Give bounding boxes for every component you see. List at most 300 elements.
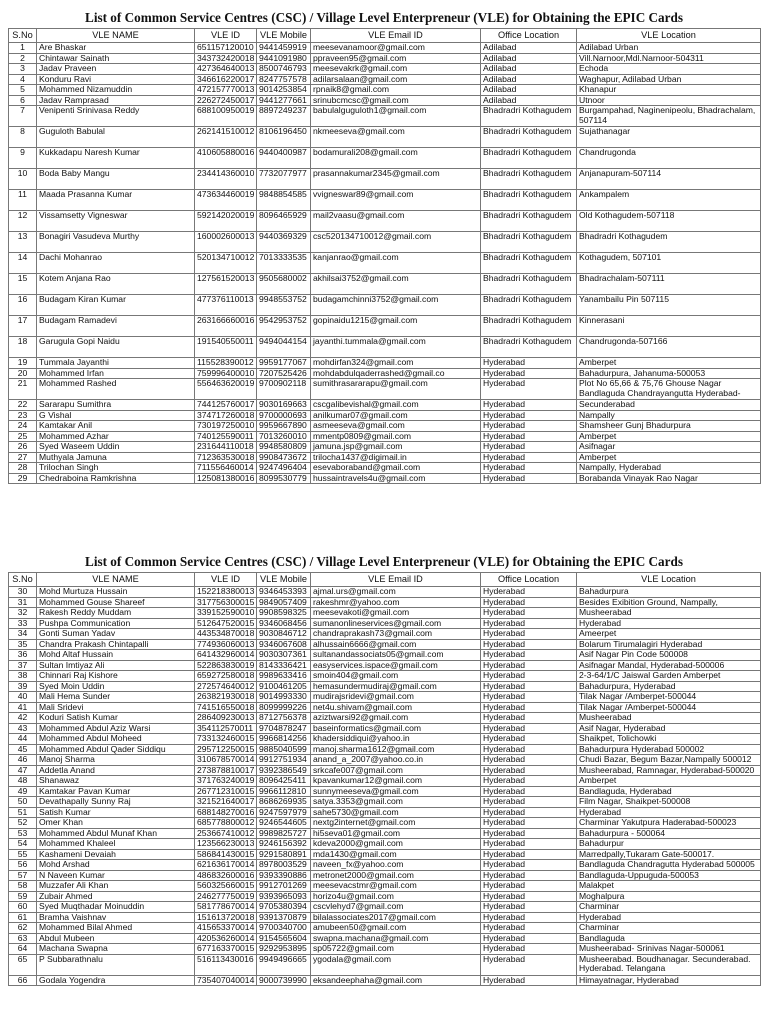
cell-vle-name: Bonagiri Vasudeva Murthy <box>37 232 195 253</box>
cell-vle-email: sp05722@gmail.com <box>311 944 481 955</box>
cell-vle-name: Venipenti Srinivasa Reddy <box>37 106 195 127</box>
cell-sno: 31 <box>9 597 37 608</box>
cell-vle-email: budagamchinni3752@gmail.com <box>311 295 481 316</box>
table-row <box>9 860 761 871</box>
cell-vle-email: ppraveen95@gmail.com <box>311 53 481 64</box>
cell-sno: 25 <box>9 431 37 442</box>
cell-office-location: Bhadradri Kothagudem <box>481 316 577 337</box>
cell-sno: 17 <box>9 316 37 337</box>
cell-vle-location: Waghapur, Adilabad Urban <box>577 74 761 85</box>
table-row <box>9 849 761 860</box>
cell-vle-email: mda1430@gmail.com <box>311 849 481 860</box>
cell-vle-email: anilkumar07@gmail.com <box>311 410 481 421</box>
cell-vle-mobile: 8099999226 <box>257 702 311 713</box>
cell-office-location: Bhadradri Kothagudem <box>481 274 577 295</box>
cell-vle-mobile: 9705380394 <box>257 902 311 913</box>
table-row <box>9 295 761 316</box>
table-row <box>9 912 761 923</box>
cell-vle-name: Kashameni Devaiah <box>37 849 195 860</box>
cell-vle-id: 621636170014 <box>195 860 257 871</box>
cell-vle-location: Bandlaguda Chandragutta Hyderabad 500005 <box>577 860 761 871</box>
cell-vle-mobile: 9441277661 <box>257 95 311 106</box>
cell-vle-name: Chintawar Sainath <box>37 53 195 64</box>
cell-vle-location: Nampally, Hyderabad <box>577 463 761 474</box>
cell-vle-email: mohdabdulqaderrashed@gmail.co <box>311 368 481 379</box>
cell-vle-mobile: 9291580891 <box>257 849 311 860</box>
cell-vle-mobile: 9247496404 <box>257 463 311 474</box>
cell-sno: 7 <box>9 106 37 127</box>
cell-vle-location: Charminar <box>577 902 761 913</box>
cell-office-location: Hyderabad <box>481 923 577 934</box>
cell-vle-mobile: 8143336421 <box>257 660 311 671</box>
table-row <box>9 629 761 640</box>
cell-vle-id: 272574640012 <box>195 681 257 692</box>
cell-vle-name: Manoj Sharma <box>37 755 195 766</box>
cell-vle-name: Devathapally Sunny Raj <box>37 797 195 808</box>
cell-sno: 33 <box>9 618 37 629</box>
page-1 <box>8 8 760 484</box>
cell-vle-name: Satish Kumar <box>37 807 195 818</box>
cell-vle-id: 486832600016 <box>195 870 257 881</box>
cell-vle-location: Bahadurpura <box>577 587 761 598</box>
cell-vle-id: 152218380013 <box>195 587 257 598</box>
table-row <box>9 818 761 829</box>
cell-sno: 51 <box>9 807 37 818</box>
cell-vle-location: Hyderabad <box>577 618 761 629</box>
cell-sno: 16 <box>9 295 37 316</box>
cell-vle-name: Machana Swapna <box>37 944 195 955</box>
vle-table <box>8 572 761 986</box>
cell-vle-name: Pushpa Communication <box>37 618 195 629</box>
cell-vle-id: 267712310015 <box>195 786 257 797</box>
cell-sno: 4 <box>9 74 37 85</box>
cell-vle-name: Mohammed Khaleel <box>37 839 195 850</box>
cell-vle-location: Old Kothagudem-507118 <box>577 211 761 232</box>
cell-vle-mobile: 9912701269 <box>257 881 311 892</box>
cell-vle-email: sultanandassociats05@gmail.com <box>311 650 481 661</box>
cell-sno: 5 <box>9 85 37 96</box>
cell-vle-id: 688100950019 <box>195 106 257 127</box>
cell-vle-id: 226272450017 <box>195 95 257 106</box>
cell-vle-location: Secunderabad <box>577 400 761 411</box>
header-office-location: Office Location <box>481 29 577 43</box>
cell-vle-name: Maada Prasanna Kumar <box>37 190 195 211</box>
header-sno: S.No <box>9 29 37 43</box>
cell-office-location: Hyderabad <box>481 660 577 671</box>
cell-sno: 15 <box>9 274 37 295</box>
cell-office-location: Bhadradri Kothagudem <box>481 232 577 253</box>
cell-office-location: Hyderabad <box>481 755 577 766</box>
cell-vle-mobile: 9704878247 <box>257 723 311 734</box>
cell-sno: 10 <box>9 169 37 190</box>
cell-sno: 63 <box>9 933 37 944</box>
cell-vle-location: Bahadurpura, Jahanuma-500053 <box>577 368 761 379</box>
cell-vle-email: khadersiddiqui@yahoo.in <box>311 734 481 745</box>
table-row <box>9 944 761 955</box>
cell-vle-id: 253667410012 <box>195 828 257 839</box>
table-row <box>9 807 761 818</box>
cell-vle-email: jayanthi.tummala@gmail.com <box>311 337 481 358</box>
cell-vle-id: 263821930018 <box>195 692 257 703</box>
cell-vle-id: 522863830019 <box>195 660 257 671</box>
cell-vle-name: Syed Muqthadar Moinuddin <box>37 902 195 913</box>
cell-vle-email: swapna.machana@gmail.com <box>311 933 481 944</box>
cell-vle-mobile: 8712756378 <box>257 713 311 724</box>
cell-office-location: Hyderabad <box>481 860 577 871</box>
cell-vle-email: mmentp0809@gmail.com <box>311 431 481 442</box>
table-row <box>9 755 761 766</box>
cell-vle-id: 740125590011 <box>195 431 257 442</box>
table-row <box>9 639 761 650</box>
cell-office-location: Hyderabad <box>481 463 577 474</box>
cell-office-location: Hyderabad <box>481 954 577 975</box>
cell-vle-id: 262141510012 <box>195 127 257 148</box>
cell-vle-name: Chedraboina Ramkrishna <box>37 473 195 484</box>
cell-office-location: Adilabad <box>481 74 577 85</box>
cell-vle-email: sumithrasararapu@gmail.com <box>311 379 481 400</box>
cell-vle-location: Shamsheer Gunj Bhadurpura <box>577 421 761 432</box>
cell-vle-mobile: 9000739990 <box>257 975 311 986</box>
cell-vle-email: nextg2internet@gmail.com <box>311 818 481 829</box>
cell-sno: 34 <box>9 629 37 640</box>
table-row <box>9 839 761 850</box>
cell-vle-email: kdeva2000@gmail.com <box>311 839 481 850</box>
cell-vle-mobile: 9908598325 <box>257 608 311 619</box>
cell-office-location: Hyderabad <box>481 639 577 650</box>
cell-vle-email: sunnymeeseva@gmail.com <box>311 786 481 797</box>
cell-sno: 52 <box>9 818 37 829</box>
cell-vle-location: Bahadurpura - 500064 <box>577 828 761 839</box>
cell-vle-location: Bandlaguda, Hyderabad <box>577 786 761 797</box>
cell-vle-location: Musheerabad- Srinivas Nagar-500061 <box>577 944 761 955</box>
cell-vle-name: Muzzafer Ali Khan <box>37 881 195 892</box>
cell-vle-id: 520134710012 <box>195 253 257 274</box>
cell-vle-location: Kothagudem, 507101 <box>577 253 761 274</box>
table-row <box>9 211 761 232</box>
cell-vle-email: satya.3353@gmail.com <box>311 797 481 808</box>
cell-vle-mobile: 9014253854 <box>257 85 311 96</box>
cell-vle-id: 354112570011 <box>195 723 257 734</box>
cell-sno: 3 <box>9 64 37 75</box>
cell-office-location: Hyderabad <box>481 912 577 923</box>
cell-vle-mobile: 7013333535 <box>257 253 311 274</box>
cell-vle-email: jamuna.jsp@gmail.com <box>311 442 481 453</box>
cell-vle-mobile: 9246156392 <box>257 839 311 850</box>
cell-office-location: Hyderabad <box>481 650 577 661</box>
table-row <box>9 74 761 85</box>
cell-vle-location: Chudi Bazar, Begum Bazar,Nampally 500012 <box>577 755 761 766</box>
cell-vle-location: Asifnagar Mandal, Hyderabad-500006 <box>577 660 761 671</box>
cell-vle-location: Anjanapuram-507114 <box>577 169 761 190</box>
cell-vle-email: esevaboraband@gmail.com <box>311 463 481 474</box>
cell-vle-mobile: 8106196450 <box>257 127 311 148</box>
cell-vle-location: Khanapur <box>577 85 761 96</box>
cell-vle-name: Boda Baby Mangu <box>37 169 195 190</box>
cell-vle-id: 339152590010 <box>195 608 257 619</box>
table-header-row <box>9 573 761 587</box>
cell-vle-id: 317756300015 <box>195 597 257 608</box>
cell-vle-location: Asif Nagar, Hyderabad <box>577 723 761 734</box>
table-row <box>9 148 761 169</box>
cell-vle-name: Mohd Altaf Hussain <box>37 650 195 661</box>
cell-vle-id: 115528390012 <box>195 358 257 369</box>
cell-vle-name: Mohammed Abdul Aziz Warsi <box>37 723 195 734</box>
cell-vle-id: 125081380016 <box>195 473 257 484</box>
cell-vle-mobile: 9505680002 <box>257 274 311 295</box>
cell-vle-name: Addetla Anand <box>37 765 195 776</box>
cell-vle-location: Charminar Yakutpura Haderabad-500023 <box>577 818 761 829</box>
cell-vle-mobile: 9346068456 <box>257 618 311 629</box>
cell-vle-mobile: 8978003529 <box>257 860 311 871</box>
cell-vle-id: 415653370014 <box>195 923 257 934</box>
cell-vle-name: Vissamsetty Vigneswar <box>37 211 195 232</box>
cell-vle-location: Sujathanagar <box>577 127 761 148</box>
cell-vle-email: bilalassociates2017@gmail.com <box>311 912 481 923</box>
cell-office-location: Hyderabad <box>481 975 577 986</box>
cell-sno: 48 <box>9 776 37 787</box>
table-row <box>9 681 761 692</box>
cell-vle-id: 581778670014 <box>195 902 257 913</box>
cell-sno: 37 <box>9 660 37 671</box>
cell-sno: 1 <box>9 43 37 54</box>
cell-vle-location: Besides Exibition Ground, Nampally, <box>577 597 761 608</box>
cell-vle-id: 286409230013 <box>195 713 257 724</box>
cell-vle-mobile: 8247757578 <box>257 74 311 85</box>
cell-vle-name: Mohammed Nizamuddin <box>37 85 195 96</box>
cell-vle-location: Asif Nagar Pin Code 500008 <box>577 650 761 661</box>
cell-vle-email: hi5seva01@gmail.com <box>311 828 481 839</box>
cell-office-location: Adilabad <box>481 53 577 64</box>
cell-vle-id: 735407040014 <box>195 975 257 986</box>
table-row <box>9 723 761 734</box>
table-row <box>9 421 761 432</box>
cell-sno: 60 <box>9 902 37 913</box>
cell-vle-mobile: 9989633416 <box>257 671 311 682</box>
cell-vle-mobile: 8099530779 <box>257 473 311 484</box>
cell-vle-name: Mali Sridevi <box>37 702 195 713</box>
cell-office-location: Hyderabad <box>481 692 577 703</box>
cell-vle-name: Mali Hema Sunder <box>37 692 195 703</box>
cell-vle-email: smoin404@gmail.com <box>311 671 481 682</box>
cell-vle-email: ajmal.urs@gmail.com <box>311 587 481 598</box>
table-row <box>9 358 761 369</box>
cell-office-location: Hyderabad <box>481 828 577 839</box>
cell-sno: 62 <box>9 923 37 934</box>
cell-vle-id: 712363530018 <box>195 452 257 463</box>
cell-vle-location: Burgampahad, Naginenipeolu, Bhadrachalam, 507114 <box>577 106 761 127</box>
cell-vle-id: 160002600013 <box>195 232 257 253</box>
table-row <box>9 776 761 787</box>
table-row <box>9 452 761 463</box>
header-vle-email: VLE Email ID <box>311 573 481 587</box>
cell-vle-id: 473634460019 <box>195 190 257 211</box>
cell-vle-id: 310678570014 <box>195 755 257 766</box>
cell-office-location: Bhadradri Kothagudem <box>481 148 577 169</box>
table-row <box>9 337 761 358</box>
cell-sno: 50 <box>9 797 37 808</box>
cell-office-location: Hyderabad <box>481 807 577 818</box>
cell-vle-mobile: 9700902118 <box>257 379 311 400</box>
cell-sno: 41 <box>9 702 37 713</box>
cell-vle-id: 592142020019 <box>195 211 257 232</box>
cell-sno: 43 <box>9 723 37 734</box>
table-row <box>9 702 761 713</box>
cell-vle-location: Bahadurpura, Hyderabad <box>577 681 761 692</box>
cell-vle-id: 472157770013 <box>195 85 257 96</box>
cell-vle-name: N Naveen Kumar <box>37 870 195 881</box>
cell-vle-name: Tummala Jayanthi <box>37 358 195 369</box>
table-row <box>9 734 761 745</box>
cell-vle-id: 659272580018 <box>195 671 257 682</box>
cell-vle-email: nkmeeseva@gmail.com <box>311 127 481 148</box>
cell-sno: 21 <box>9 379 37 400</box>
cell-office-location: Hyderabad <box>481 608 577 619</box>
cell-vle-mobile: 9948580809 <box>257 442 311 453</box>
cell-vle-location: Shaikpet, Tolichowki <box>577 734 761 745</box>
cell-vle-location: Bahadurpura Hyderabad 500002 <box>577 744 761 755</box>
cell-vle-id: 123566230013 <box>195 839 257 850</box>
header-sno: S.No <box>9 573 37 587</box>
cell-vle-name: Mohd Arshad <box>37 860 195 871</box>
cell-sno: 47 <box>9 765 37 776</box>
cell-vle-location: Musheerabad <box>577 608 761 619</box>
cell-vle-name: Koduri Satish Kumar <box>37 713 195 724</box>
cell-vle-mobile: 9912751934 <box>257 755 311 766</box>
cell-vle-mobile: 9959667890 <box>257 421 311 432</box>
cell-sno: 66 <box>9 975 37 986</box>
cell-office-location: Hyderabad <box>481 629 577 640</box>
header-vle-email: VLE Email ID <box>311 29 481 43</box>
cell-vle-id: 641432960014 <box>195 650 257 661</box>
table-row <box>9 881 761 892</box>
cell-sno: 61 <box>9 912 37 923</box>
cell-vle-email: net4u.shivam@gmail.com <box>311 702 481 713</box>
cell-vle-mobile: 9908473672 <box>257 452 311 463</box>
cell-vle-mobile: 9391370879 <box>257 912 311 923</box>
table-row <box>9 400 761 411</box>
cell-vle-name: Mohammed Abdul Qader Siddiqu <box>37 744 195 755</box>
table-row <box>9 53 761 64</box>
cell-vle-id: 410605880016 <box>195 148 257 169</box>
cell-office-location: Bhadradri Kothagudem <box>481 190 577 211</box>
cell-vle-id: 759996400010 <box>195 368 257 379</box>
header-vle-id: VLE ID <box>195 573 257 587</box>
cell-vle-location: Vill.Narnoor,Mdl.Narnoor-504311 <box>577 53 761 64</box>
cell-vle-mobile: 9292953895 <box>257 944 311 955</box>
cell-office-location: Hyderabad <box>481 671 577 682</box>
table-row <box>9 316 761 337</box>
cell-vle-id: 512647520015 <box>195 618 257 629</box>
table-row <box>9 410 761 421</box>
cell-vle-name: Budagam Kiran Kumar <box>37 295 195 316</box>
table-row <box>9 431 761 442</box>
cell-office-location: Hyderabad <box>481 618 577 629</box>
cell-vle-location: Bhadradri Kothagudem <box>577 232 761 253</box>
cell-sno: 44 <box>9 734 37 745</box>
cell-office-location: Hyderabad <box>481 452 577 463</box>
cell-vle-location: Bolarum Tirumalagiri Hyderabad <box>577 639 761 650</box>
cell-vle-location: Nampally <box>577 410 761 421</box>
cell-sno: 27 <box>9 452 37 463</box>
cell-vle-mobile: 9393965093 <box>257 891 311 902</box>
cell-sno: 64 <box>9 944 37 955</box>
cell-vle-id: 560325660015 <box>195 881 257 892</box>
header-vle-id: VLE ID <box>195 29 257 43</box>
cell-office-location: Hyderabad <box>481 797 577 808</box>
cell-office-location: Hyderabad <box>481 786 577 797</box>
cell-vle-mobile: 9246544605 <box>257 818 311 829</box>
cell-vle-name: Rakesh Reddy Muddam <box>37 608 195 619</box>
cell-vle-mobile: 7013260010 <box>257 431 311 442</box>
cell-vle-location: Utnoor <box>577 95 761 106</box>
cell-vle-id: 321521640017 <box>195 797 257 808</box>
cell-office-location: Hyderabad <box>481 410 577 421</box>
cell-vle-email: alhussain6666@gmail.com <box>311 639 481 650</box>
cell-vle-mobile: 9247597979 <box>257 807 311 818</box>
cell-office-location: Hyderabad <box>481 431 577 442</box>
cell-vle-location: Hyderabad <box>577 807 761 818</box>
cell-vle-location: Kinnerasani <box>577 316 761 337</box>
cell-office-location: Hyderabad <box>481 587 577 598</box>
cell-sno: 59 <box>9 891 37 902</box>
cell-vle-mobile: 9030846712 <box>257 629 311 640</box>
cell-vle-location: Yanambailu Pin 507115 <box>577 295 761 316</box>
table-row <box>9 43 761 54</box>
table-row <box>9 106 761 127</box>
cell-vle-mobile: 9949496665 <box>257 954 311 975</box>
vle-table <box>8 28 761 484</box>
cell-vle-name: Mohammed Irfan <box>37 368 195 379</box>
cell-vle-email: ygodala@gmail.com <box>311 954 481 975</box>
cell-sno: 42 <box>9 713 37 724</box>
table-row <box>9 954 761 975</box>
cell-vle-mobile: 8096465929 <box>257 211 311 232</box>
cell-sno: 11 <box>9 190 37 211</box>
cell-vle-location: Bhadrachalam-507111 <box>577 274 761 295</box>
cell-vle-location: Bandlaguda-Uppuguda-500053 <box>577 870 761 881</box>
cell-sno: 53 <box>9 828 37 839</box>
cell-vle-email: srkcafe007@gmail.com <box>311 765 481 776</box>
cell-vle-email: babulalguguloth1@gmail.com <box>311 106 481 127</box>
cell-vle-id: 346616220017 <box>195 74 257 85</box>
cell-sno: 14 <box>9 253 37 274</box>
table-row <box>9 713 761 724</box>
cell-vle-name: Kukkadapu Naresh Kumar <box>37 148 195 169</box>
cell-sno: 23 <box>9 410 37 421</box>
cell-vle-name: Kamtakar Pavan Kumar <box>37 786 195 797</box>
cell-vle-name: Mohammed Abdul Munaf Khan <box>37 828 195 839</box>
cell-office-location: Hyderabad <box>481 400 577 411</box>
cell-vle-name: Mohammed Azhar <box>37 431 195 442</box>
cell-vle-location: Musheerabad <box>577 713 761 724</box>
cell-vle-location: Borabanda Vinayak Rao Nagar <box>577 473 761 484</box>
cell-sno: 19 <box>9 358 37 369</box>
cell-vle-id: 744125760017 <box>195 400 257 411</box>
cell-vle-id: 516113430016 <box>195 954 257 975</box>
cell-vle-location: Malakpet <box>577 881 761 892</box>
cell-vle-location: Tilak Nagar /Amberpet-500044 <box>577 692 761 703</box>
cell-vle-email: baseinformatics@gmail.com <box>311 723 481 734</box>
cell-vle-email: asmeeseva@gmail.com <box>311 421 481 432</box>
cell-vle-name: Omer Khan <box>37 818 195 829</box>
cell-vle-name: Mohammed Abdul Moheed <box>37 734 195 745</box>
table-row <box>9 744 761 755</box>
table-row <box>9 253 761 274</box>
cell-vle-mobile: 9030307361 <box>257 650 311 661</box>
table-row <box>9 127 761 148</box>
cell-office-location: Hyderabad <box>481 723 577 734</box>
table-row <box>9 95 761 106</box>
